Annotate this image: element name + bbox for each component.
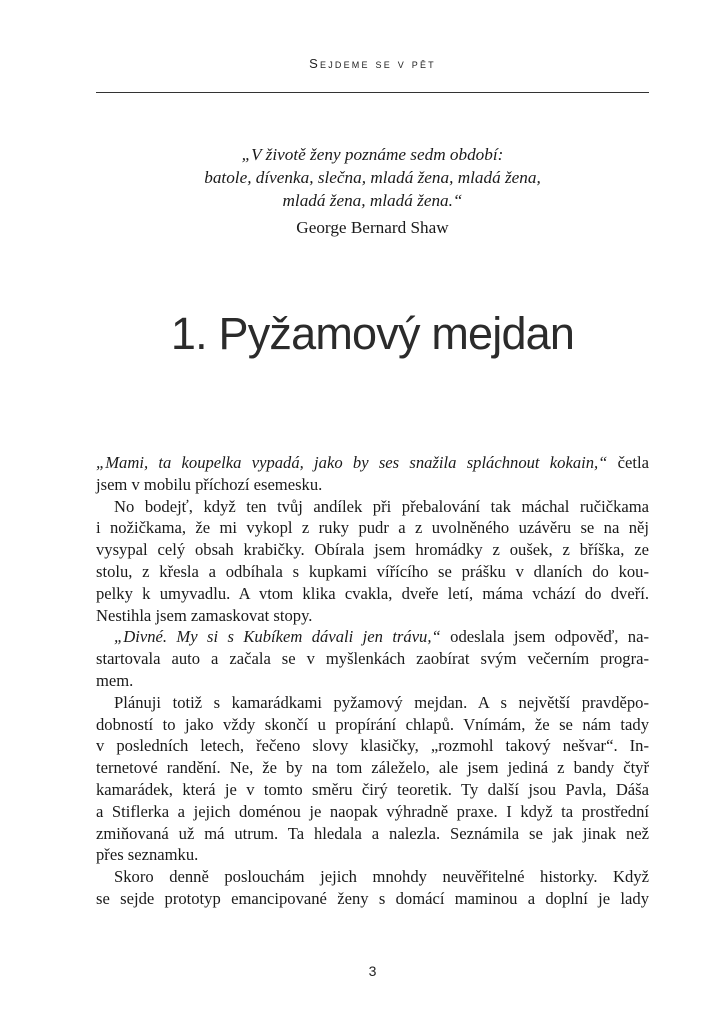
epigraph bbox=[96, 143, 649, 239]
chapter-title: 1. Pyžamový mejdan bbox=[170, 308, 575, 359]
text-line: ternetové randění. Ne, že by na tom záleželo, ale jsem jediná z bandy čtyř bbox=[96, 758, 649, 778]
text-line: „Mami, ta koupelka vypadá, jako by ses snažila spláchnout kokain,“ četla bbox=[96, 453, 649, 472]
text-line: mem. bbox=[96, 670, 134, 690]
epigraph-author: George Bernard Shaw bbox=[296, 218, 449, 237]
text-line: dobností to jako vždy skončí u propírání chlapů. Vnímám, že se nám tady bbox=[96, 714, 649, 734]
text-line: stolu, z křesla a odbíhala s kupkami vířícího se prášku v dlaních do kou- bbox=[96, 561, 649, 581]
page-number: 3 bbox=[368, 963, 377, 979]
text-line: a Stiflerka a jejich doménou je naopak výhradně praxe. I když ta prostřední bbox=[96, 801, 649, 821]
text-line: Nestihla jsem zamaskovat stopy. bbox=[96, 605, 313, 625]
text-line: v posledních letech, řečeno slovy klasičky, „rozmohl takový nešvar“. In- bbox=[96, 736, 649, 756]
epigraph-line: mladá žena, mladá žena.“ bbox=[282, 191, 463, 210]
epigraph-line: „V životě ženy poznáme sedm období: bbox=[241, 145, 504, 164]
header-rule bbox=[96, 92, 649, 93]
text-line: pelky k umyvadlu. A vtom klika cvakla, dveře letí, máma vchází do dveří. bbox=[96, 583, 649, 603]
text-line: jsem v mobilu příchozí esemesku. bbox=[96, 474, 323, 494]
text-line: i nožičkama, že mi vykopl z ruky pudr a z uvolněného uzávěru se na něj bbox=[96, 518, 649, 538]
dialogue-italic: „Mami, ta koupelka vypadá, jako by ses snažila spláchnout kokain,“ bbox=[96, 453, 608, 472]
text-line: zmiňovaná už má utrum. Ta hledala a nalezla. Seznámila se jak jinak než bbox=[96, 823, 649, 843]
text-line: přes seznamku. bbox=[96, 845, 199, 865]
dialogue-italic: „Divné. My si s Kubíkem dávali jen trávu,“ bbox=[114, 627, 441, 647]
epigraph-line: batole, dívenka, slečna, mladá žena, mladá žena, bbox=[204, 168, 541, 187]
body-text bbox=[96, 452, 649, 910]
text-line: No bodejť, když ten tvůj andílek při přebalování tak máchal ručičkama bbox=[114, 496, 649, 516]
text-line: vysypal celý obsah krabičky. Obírala jsem hromádky z oušek, z bříška, ze bbox=[96, 540, 649, 560]
running-head: Sejdeme se v pět bbox=[309, 56, 436, 71]
text-line: „Divné. My si s Kubíkem dávali jen trávu,“ odeslala jsem odpověď, na- bbox=[114, 627, 650, 647]
text-line: kamarádek, která je v tomto směru čirý teoretik. Ty další jsou Pavla, Dáša bbox=[96, 779, 649, 799]
text-line: Skoro denně poslouchám jejich mnohdy neuvěřitelné historky. Když bbox=[114, 867, 649, 887]
text-line: startovala auto a začala se v myšlenkách zaobírat svým večerním progra- bbox=[96, 649, 649, 669]
text-line: Plánuji totiž s kamarádkami pyžamový mejdan. A s největší pravděpo- bbox=[114, 692, 649, 712]
text-line: se sejde prototyp emancipované ženy s domácí maminou a doplní je lady bbox=[96, 888, 649, 908]
